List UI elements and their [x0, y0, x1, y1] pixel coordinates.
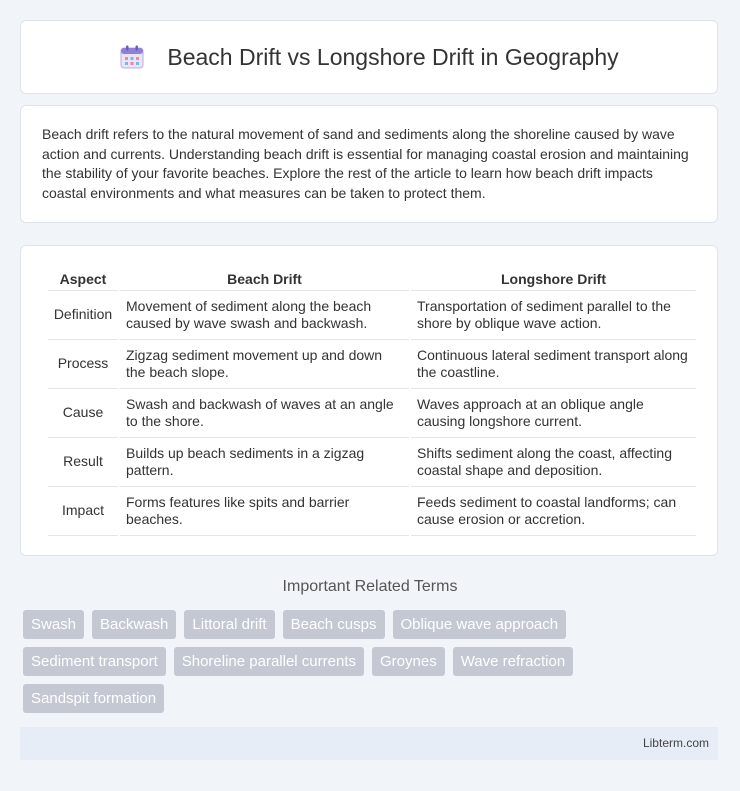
term-tag[interactable]: Shoreline parallel currents: [174, 647, 364, 676]
term-tag[interactable]: Backwash: [92, 610, 176, 639]
header-longshore-drift: Longshore Drift: [411, 266, 696, 291]
intro-card: [20, 105, 718, 223]
cell-aspect: Impact: [48, 487, 118, 536]
term-tag[interactable]: Beach cusps: [283, 610, 385, 639]
term-tag[interactable]: Sandspit formation: [23, 684, 164, 713]
term-tag[interactable]: Oblique wave approach: [393, 610, 567, 639]
header-aspect: Aspect: [48, 266, 118, 291]
comparison-table-card: [20, 245, 718, 556]
footer: [20, 727, 718, 760]
cell-aspect: Result: [48, 438, 118, 487]
term-tag[interactable]: Swash: [23, 610, 84, 639]
term-tag[interactable]: Groynes: [372, 647, 445, 676]
footer-site-link[interactable]: Libterm.com: [642, 736, 709, 750]
term-tag[interactable]: Sediment transport: [23, 647, 166, 676]
table-header-row: [48, 266, 696, 291]
cell-beach-drift: Zigzag sediment movement up and down the beach slope.: [120, 340, 409, 389]
term-tag[interactable]: Littoral drift: [184, 610, 274, 639]
title-card: [20, 20, 718, 94]
cell-aspect: Process: [48, 340, 118, 389]
cell-beach-drift: Builds up beach sediments in a zigzag pattern.: [120, 438, 409, 487]
cell-longshore-drift: Transportation of sediment parallel to the shore by oblique wave action.: [411, 291, 696, 340]
related-terms-heading: Important Related Terms: [282, 578, 458, 595]
intro-paragraph: Beach drift refers to the natural movement of sand and sediments along the shoreline caused by wave action and currents. Understanding beach drift is essential for managing coastal erosion and maintaining the stability of your favorite beaches. Explore the rest of the article to learn how beach drift impacts coastal environments and what measures can be taken to protect them.: [42, 126, 689, 201]
cell-longshore-drift: Feeds sediment to coastal landforms; can cause erosion or accretion.: [411, 487, 696, 536]
page-title: Beach Drift vs Longshore Drift in Geography: [167, 43, 619, 70]
table-row: [48, 291, 696, 340]
cell-longshore-drift: Continuous lateral sediment transport along the coastline.: [411, 340, 696, 389]
cell-aspect: Cause: [48, 389, 118, 438]
comparison-table: [46, 266, 698, 536]
table-row: [48, 389, 696, 438]
table-row: [48, 487, 696, 536]
table-row: [48, 438, 696, 487]
cell-beach-drift: Forms features like spits and barrier beaches.: [120, 487, 409, 536]
cell-longshore-drift: Shifts sediment along the coast, affecting coastal shape and deposition.: [411, 438, 696, 487]
table-row: [48, 340, 696, 389]
calendar-icon: [119, 44, 145, 70]
cell-aspect: Definition: [48, 291, 118, 340]
cell-longshore-drift: Waves approach at an oblique angle causing longshore current.: [411, 389, 696, 438]
cell-beach-drift: Swash and backwash of waves at an angle to the shore.: [120, 389, 409, 438]
term-tag[interactable]: Wave refraction: [453, 647, 573, 676]
cell-beach-drift: Movement of sediment along the beach caused by wave swash and backwash.: [120, 291, 409, 340]
related-terms-list: [23, 610, 703, 721]
header-beach-drift: Beach Drift: [120, 266, 409, 291]
